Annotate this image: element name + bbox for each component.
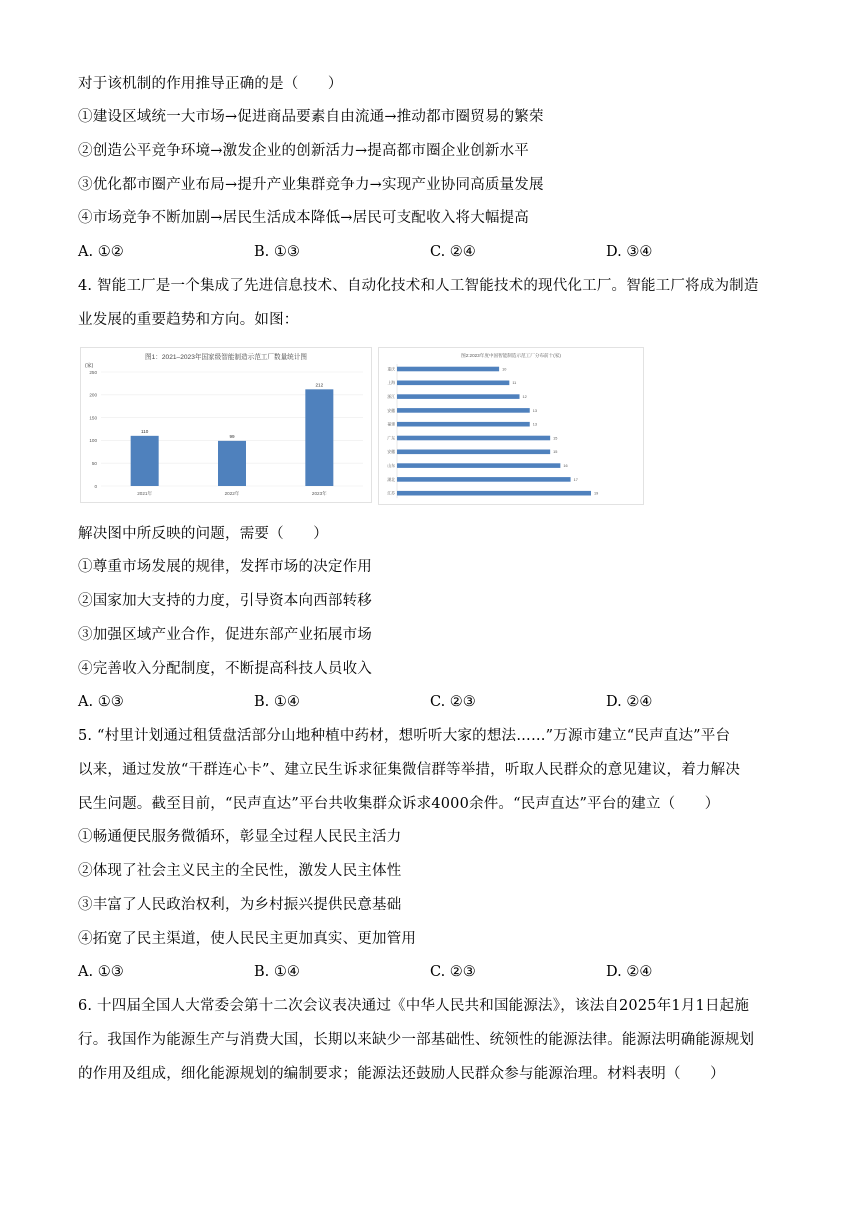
- q5-stem-line-1: 5. “村里计划通过租赁盘活部分山地种植中药材，想听听大家的想法……”万源市建立“民声直达”平台: [78, 728, 731, 744]
- data-label: 99: [229, 433, 235, 439]
- bar: [305, 389, 333, 486]
- q5-item-1: ①畅通便民服务微循环，彰显全过程人民民主活力: [78, 829, 402, 845]
- y-tick-label: 150: [89, 415, 97, 421]
- data-label: 16: [563, 464, 568, 468]
- data-label: 15: [553, 450, 558, 455]
- data-label: 15: [553, 436, 558, 441]
- chart-factory-count: [80, 347, 372, 503]
- q5-option-b[interactable]: B. ①④: [254, 964, 300, 980]
- y-tick-label: 浙江: [387, 395, 395, 399]
- bar: [397, 422, 530, 427]
- q3-option-b[interactable]: B. ①③: [254, 244, 300, 260]
- q4-item-2: ②国家加大支持的力度，引导资本向西部转移: [78, 593, 372, 609]
- q3-option-c[interactable]: C. ②④: [430, 244, 476, 260]
- q3-stem: 对于该机制的作用推导正确的是（ ）: [78, 76, 343, 92]
- y-tick-label: 200: [89, 392, 97, 398]
- q5-option-c[interactable]: C. ②③: [430, 964, 476, 980]
- bar: [397, 463, 560, 468]
- x-tick-label: 2022年: [224, 491, 240, 496]
- q3-item-1: ①建设区域统一大市场→促进商品要素自由流通→推动都市圈贸易的繁荣: [78, 109, 544, 125]
- q5-option-d[interactable]: D. ②④: [606, 964, 653, 980]
- chart-province-distribution-svg: [379, 348, 643, 504]
- y-tick-label: 50: [91, 461, 97, 466]
- q3-option-d[interactable]: D. ③④: [606, 244, 653, 260]
- bar: [397, 436, 550, 441]
- q4-item-3: ③加强区域产业合作，促进东部产业拓展市场: [78, 627, 372, 643]
- data-label: 13: [532, 408, 537, 413]
- bar: [397, 394, 520, 399]
- y-tick-label: 广东: [387, 436, 395, 441]
- y-tick-label: 250: [89, 369, 97, 375]
- chart-title: 图2:2023年度中国智能制造示范工厂分布前十(家): [461, 353, 561, 358]
- q5-stem-line-3: 民生问题。截至目前，“民声直达”平台共收集群众诉求4000余件。“民声直达”平台的建立（ ）: [78, 796, 720, 812]
- q5-option-a[interactable]: A. ①③: [78, 964, 124, 980]
- q4-option-c[interactable]: C. ②③: [430, 694, 476, 710]
- x-tick-label: 2021年: [137, 491, 153, 496]
- q3-option-a[interactable]: A. ①②: [78, 244, 124, 260]
- chart-y-axis-label: (家): [85, 363, 94, 369]
- chart-province-distribution: [378, 347, 644, 505]
- q4-item-1: ①尊重市场发展的规律，发挥市场的决定作用: [78, 559, 372, 575]
- q3-item-3: ③优化都市圈产业布局→提升产业集群竞争力→实现产业协同高质量发展: [78, 177, 544, 193]
- q5-item-3: ③丰富了人民政治权利，为乡村振兴提供民意基础: [78, 897, 402, 913]
- q5-stem-line-2: 以来，通过发放“干群连心卡”、建立民生诉求征集微信群等举措，听取人民群众的意见建议，着力解决: [78, 762, 741, 778]
- y-tick-label: 湖北: [387, 477, 395, 482]
- y-tick-label: 0: [94, 483, 97, 489]
- data-label: 19: [594, 491, 599, 496]
- q6-stem-line-1: 6. 十四届全国人大常委会第十二次会议表决通过《中华人民共和国能源法》，该法自2025年1月1日起施: [78, 998, 750, 1014]
- bar: [397, 491, 591, 496]
- y-tick-label: 安徽: [387, 408, 395, 413]
- data-label: 212: [315, 382, 324, 388]
- q4-stem-line-2: 业发展的重要趋势和方向。如图：: [78, 312, 299, 328]
- data-label: 12: [522, 395, 527, 399]
- q4-option-d[interactable]: D. ②④: [606, 694, 653, 710]
- y-tick-label: 福建: [387, 422, 395, 427]
- y-tick-label: 安徽: [387, 450, 395, 455]
- x-tick-label: 2023年: [311, 491, 327, 496]
- data-label: 10: [502, 367, 507, 372]
- y-tick-label: 上海: [387, 381, 395, 386]
- bar: [131, 436, 159, 486]
- bar: [397, 408, 530, 413]
- q4-item-4: ④完善收入分配制度，不断提高科技人员收入: [78, 661, 372, 677]
- q6-stem-line-3: 的作用及组成，细化能源规划的编制要求；能源法还鼓励人民群众参与能源治理。材料表明（ ）: [78, 1066, 725, 1082]
- q4-option-a[interactable]: A. ①③: [78, 694, 124, 710]
- q3-item-4: ④市场竞争不断加剧→居民生活成本降低→居民可支配收入将大幅提高: [78, 210, 529, 226]
- data-label: 17: [573, 477, 578, 482]
- data-label: 13: [532, 422, 537, 427]
- bar: [397, 381, 509, 386]
- y-tick-label: 江苏: [387, 491, 395, 496]
- y-tick-label: 重庆: [387, 367, 395, 372]
- chart-factory-count-svg: [81, 348, 371, 502]
- y-tick-label: 100: [89, 438, 97, 444]
- q6-stem-line-2: 行。我国作为能源生产与消费大国，长期以来缺少一部基础性、统领性的能源法律。能源法明确能源规划: [78, 1032, 755, 1048]
- q5-item-2: ②体现了社会主义民主的全民性，激发人民主体性: [78, 863, 402, 879]
- q4-stem-line-1: 4. 智能工厂是一个集成了先进信息技术、自动化技术和人工智能技术的现代化工厂。智能工厂将成为制造: [78, 278, 759, 294]
- q5-item-4: ④拓宽了民主渠道，使人民民主更加真实、更加管用: [78, 931, 417, 947]
- data-label: 110: [141, 428, 149, 434]
- bar: [218, 441, 246, 486]
- y-tick-label: 山东: [387, 464, 395, 468]
- bar: [397, 477, 571, 482]
- chart-title: 图1：2021–2023年国家级智能制造示范工厂数量统计图: [145, 354, 307, 361]
- q3-item-2: ②创造公平竞争环境→激发企业的创新活力→提高都市圈企业创新水平: [78, 143, 529, 159]
- data-label: 11: [512, 381, 517, 386]
- bar: [397, 367, 499, 372]
- q4-option-b[interactable]: B. ①④: [254, 694, 300, 710]
- bar: [397, 450, 550, 455]
- q4-prompt: 解决图中所反映的问题，需要（ ）: [78, 526, 328, 542]
